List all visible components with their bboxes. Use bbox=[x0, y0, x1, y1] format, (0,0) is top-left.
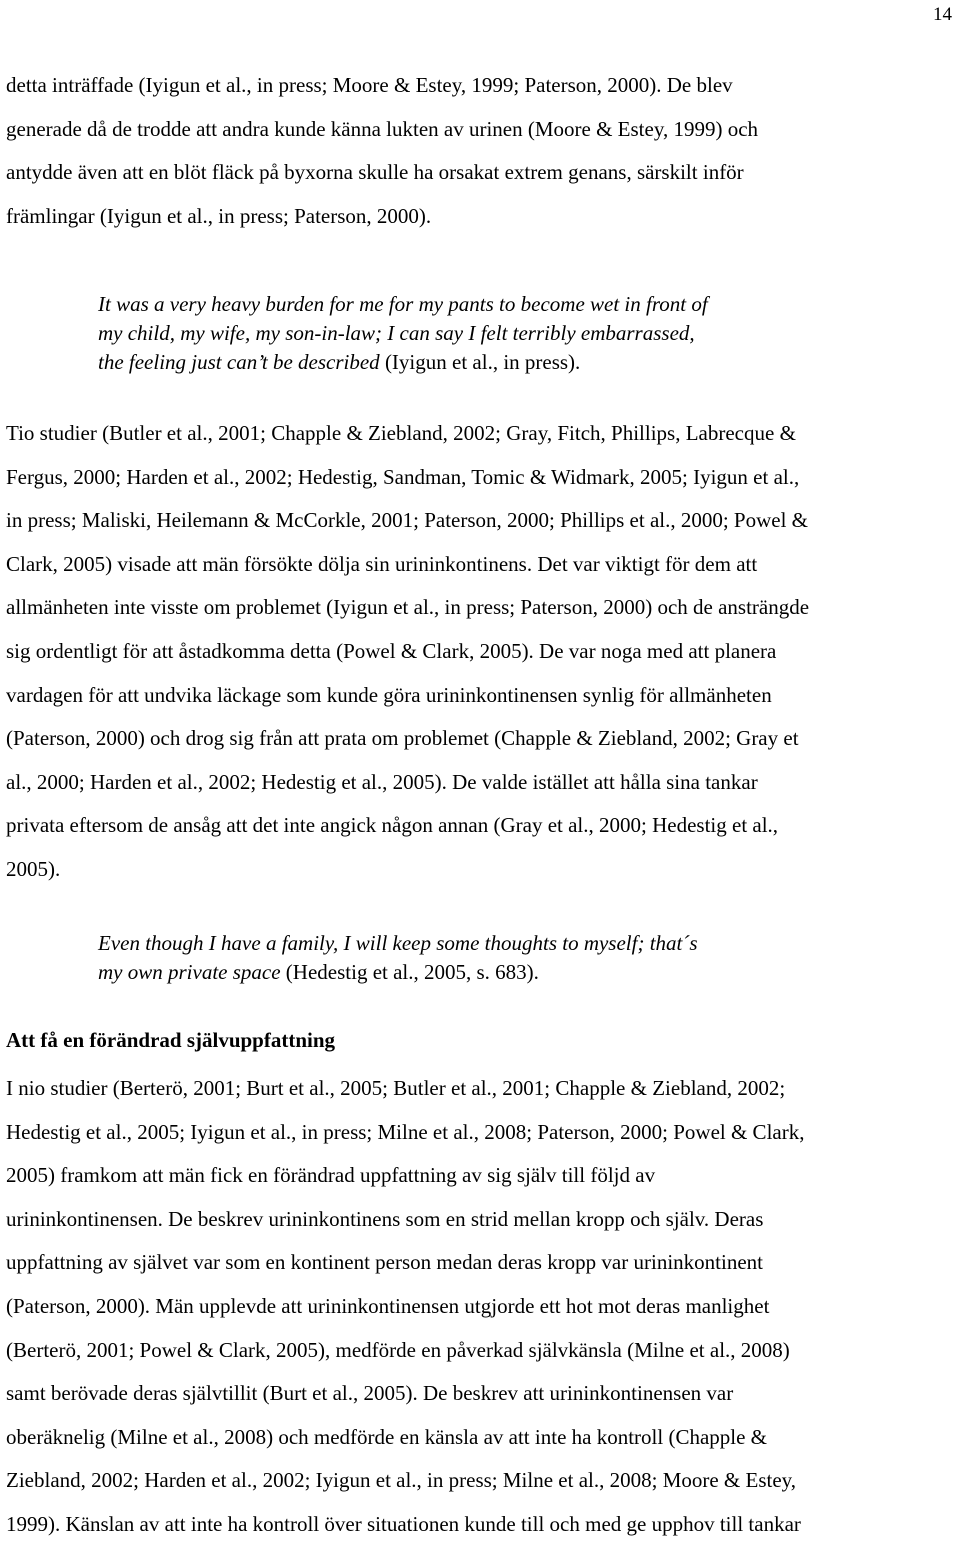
text-line: samt berövade deras självtillit (Burt et al., 2005). De beskrev att urininkontinensen var bbox=[6, 1381, 734, 1406]
text-line: 1999). Känslan av att inte ha kontroll över situationen kunde till och med ge upphov till tankar bbox=[6, 1511, 801, 1536]
text-line: sig ordentligt för att åstadkomma detta (Powel & Clark, 2005). De var noga med att planera bbox=[6, 638, 777, 663]
quote-line-with-citation bbox=[98, 348, 858, 377]
text-line: (Berterö, 2001; Powel & Clark, 2005), medförde en påverkad självkänsla (Milne et al., 2008) bbox=[6, 1337, 790, 1362]
paragraph-3 bbox=[6, 1067, 952, 1547]
quote-text: the feeling just can’t be described bbox=[98, 350, 380, 374]
text-line: Fergus, 2000; Harden et al., 2002; Hedestig, Sandman, Tomic & Widmark, 2005; Iyigun et al., bbox=[6, 464, 800, 489]
text-line: oberäknelig (Milne et al., 2008) och medförde en känsla av att inte ha kontroll (Chapple & bbox=[6, 1424, 768, 1449]
paragraph-2 bbox=[6, 412, 952, 892]
text-line: detta inträffade (Iyigun et al., in press; Moore & Estey, 1999; Paterson, 2000). De blev bbox=[6, 73, 733, 97]
text-line: al., 2000; Harden et al., 2002; Hedestig et al., 2005). De valde istället att hålla sina tankar bbox=[6, 769, 758, 794]
text-line: Hedestig et al., 2005; Iyigun et al., in press; Milne et al., 2008; Paterson, 2000; Powel & Clark, bbox=[6, 1119, 805, 1144]
text-line: Ziebland, 2002; Harden et al., 2002; Iyigun et al., in press; Milne et al., 2008; Moore & Estey, bbox=[6, 1468, 797, 1493]
text-line: allmänheten inte visste om problemet (Iyigun et al., in press; Paterson, 2000) och de ansträngde bbox=[6, 595, 810, 620]
quote-citation: (Hedestig et al., 2005, s. 683). bbox=[280, 960, 539, 984]
text-line: I nio studier (Berterö, 2001; Burt et al., 2005; Butler et al., 2001; Chapple & Ziebland, 2002; bbox=[6, 1076, 786, 1100]
block-quote-1 bbox=[98, 290, 858, 377]
section-heading: Att få en förändrad självuppfattning bbox=[6, 1028, 336, 1052]
quote-line: my child, my wife, my son-in-law; I can say I felt terribly embarrassed, bbox=[98, 321, 695, 345]
text-line: 2005) framkom att män fick en förändrad uppfattning av sig själv till följd av bbox=[6, 1163, 656, 1188]
quote-citation: (Iyigun et al., in press). bbox=[379, 350, 581, 374]
page-number: 14 bbox=[933, 4, 952, 25]
paragraph-1 bbox=[6, 64, 952, 238]
text-line: vardagen för att undvika läckage som kunde göra urininkontinensen synlig för allmänheten bbox=[6, 682, 772, 707]
text-line: (Paterson, 2000). Män upplevde att urininkontinensen utgjorde ett hot mot deras manlighet bbox=[6, 1293, 770, 1318]
text-line: främlingar (Iyigun et al., in press; Paterson, 2000). bbox=[6, 203, 432, 228]
text-line: Tio studier (Butler et al., 2001; Chapple & Ziebland, 2002; Gray, Fitch, Phillips, Labrecque & bbox=[6, 421, 796, 445]
text-line: uppfattning av självet var som en kontinent person medan deras kropp var urininkontinent bbox=[6, 1250, 763, 1275]
text-line: generade då de trodde att andra kunde känna lukten av urinen (Moore & Estey, 1999) och bbox=[6, 116, 759, 141]
text-line: (Paterson, 2000) och drog sig från att prata om problemet (Chapple & Ziebland, 2002; Gray et bbox=[6, 726, 799, 751]
quote-line-with-citation bbox=[98, 958, 858, 987]
text-line: Clark, 2005) visade att män försökte dölja sin urininkontinens. Det var viktigt för dem att bbox=[6, 551, 758, 576]
quote-line: It was a very heavy burden for me for my pants to become wet in front of bbox=[98, 292, 708, 316]
text-line: urininkontinensen. De beskrev urininkontinens som en strid mellan kropp och själv. Deras bbox=[6, 1206, 764, 1231]
quote-text: my own private space bbox=[98, 960, 281, 984]
text-line: in press; Maliski, Heilemann & McCorkle, 2001; Paterson, 2000; Phillips et al., 2000; Powel & bbox=[6, 508, 809, 533]
quote-line: Even though I have a family, I will keep some thoughts to myself; that´s bbox=[98, 931, 698, 955]
text-line: privata eftersom de ansåg att det inte angick någon annan (Gray et al., 2000; Hedestig et al., bbox=[6, 813, 779, 838]
text-line: antydde även att en blöt fläck på byxorna skulle ha orsakat extrem genans, särskilt inför bbox=[6, 160, 744, 185]
block-quote-2 bbox=[98, 929, 858, 987]
text-line: 2005). bbox=[6, 856, 61, 881]
